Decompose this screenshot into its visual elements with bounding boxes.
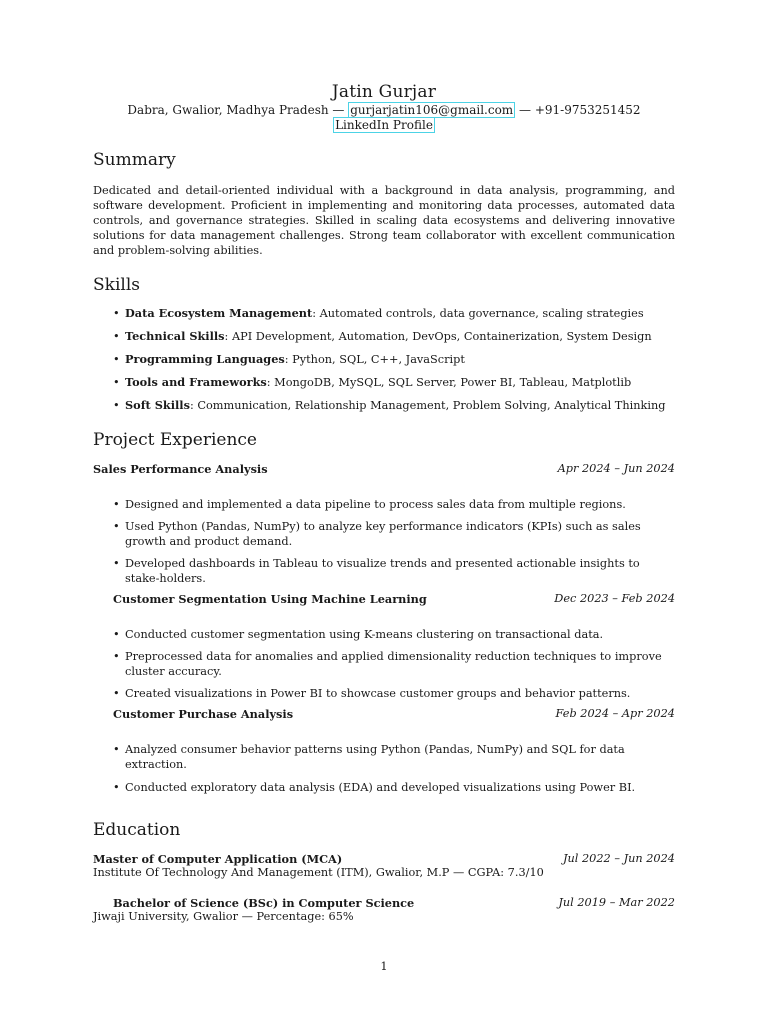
skill-item	[113, 375, 675, 390]
project-date: Dec 2023 – Feb 2024	[554, 592, 675, 605]
education-date: Jul 2022 – Jun 2024	[562, 852, 675, 865]
bullet-icon: •	[113, 743, 120, 756]
bullet-text: Designed and implemented a data pipeline to process sales data from multiple regions.	[125, 498, 626, 511]
skill-label: Data Ecosystem Management	[125, 306, 313, 320]
skill-value: : Communication, Relationship Management, Problem Solving, Analytical Thinking	[189, 399, 666, 412]
list-item	[113, 627, 675, 642]
project-title: Customer Segmentation Using Machine Learning	[113, 592, 427, 606]
skill-item	[113, 398, 675, 413]
projects-heading: Project Experience	[93, 430, 257, 450]
skill-item	[113, 329, 675, 344]
project-bullets	[113, 742, 675, 795]
summary-text: Dedicated and detail-oriented individual with a background in data analysis, programming, and software development. Proficient in implementing and monitoring data processes, automated data controls, and governance strategies. Skilled in scaling data ecosystems and delivering innovative solutions for data management challenges. Strong team collaborator with excellent communication and problem-solving abilities.	[93, 184, 675, 257]
bullet-icon: •	[113, 650, 120, 663]
skill-label: Soft Skills	[125, 398, 190, 412]
project-bullets	[113, 497, 675, 586]
bullet-text: Used Python (Pandas, NumPy) to analyze key performance indicators (KPIs) such as sales growth and product demand.	[125, 520, 641, 548]
list-item	[113, 556, 675, 586]
bullet-icon: •	[113, 376, 120, 389]
linkedin-line	[93, 118, 675, 133]
education-date: Jul 2019 – Mar 2022	[558, 896, 675, 909]
list-item	[113, 649, 675, 679]
skill-value: : MongoDB, MySQL, SQL Server, Power BI, Tableau, Matplotlib	[266, 376, 632, 389]
bullet-text: Conducted exploratory data analysis (EDA) and developed visualizations using Power BI.	[125, 781, 636, 794]
education-degree: Bachelor of Science (BSc) in Computer Science	[113, 896, 415, 910]
bullet-text: Developed dashboards in Tableau to visualize trends and presented actionable insights to stake-holders.	[125, 557, 640, 585]
location: Dabra, Gwalior, Madhya Pradesh	[127, 103, 329, 117]
list-item	[113, 780, 675, 795]
bullet-icon: •	[113, 330, 120, 343]
education-details: Institute Of Technology And Management (ITM), Gwalior, M.P — CGPA: 7.3/10	[93, 866, 544, 879]
skill-value: : Python, SQL, C++, JavaScript	[284, 353, 465, 366]
project-title: Sales Performance Analysis	[93, 462, 268, 476]
separator: —	[515, 103, 535, 117]
bullet-text: Analyzed consumer behavior patterns using Python (Pandas, NumPy) and SQL for data extraction.	[125, 743, 625, 771]
summary-heading: Summary	[93, 150, 176, 170]
skill-label: Technical Skills	[125, 329, 225, 343]
project-title: Customer Purchase Analysis	[113, 707, 294, 721]
project-date: Apr 2024 – Jun 2024	[557, 462, 675, 475]
bullet-icon: •	[113, 498, 120, 511]
skill-item	[113, 306, 675, 321]
skill-label: Programming Languages	[125, 352, 285, 366]
list-item	[113, 686, 675, 701]
list-item	[113, 519, 675, 549]
contact-block	[93, 103, 675, 133]
bullet-text: Created visualizations in Power BI to showcase customer groups and behavior patterns.	[125, 687, 631, 700]
bullet-icon: •	[113, 307, 120, 320]
education-details: Jiwaji University, Gwalior — Percentage: 65%	[93, 910, 354, 923]
project-date: Feb 2024 – Apr 2024	[555, 707, 675, 720]
bullet-icon: •	[113, 628, 120, 641]
list-item	[113, 497, 675, 512]
phone: +91-9753251452	[534, 103, 641, 117]
bullet-icon: •	[113, 520, 120, 533]
bullet-text: Conducted customer segmentation using K-means clustering on transactional data.	[125, 628, 604, 641]
list-item	[113, 742, 675, 772]
skill-label: Tools and Frameworks	[125, 375, 267, 389]
bullet-icon: •	[113, 353, 120, 366]
skill-value: : API Development, Automation, DevOps, Containerization, System Design	[224, 330, 652, 343]
contact-line	[93, 103, 675, 118]
bullet-text: Preprocessed data for anomalies and applied dimensionality reduction techniques to improve cluster accuracy.	[125, 650, 662, 678]
bullet-icon: •	[113, 557, 120, 570]
email-link[interactable]: gurjarjatin106@gmail.com	[350, 103, 514, 117]
linkedin-link[interactable]: LinkedIn Profile	[335, 118, 433, 132]
skills-heading: Skills	[93, 275, 140, 295]
education-heading: Education	[93, 820, 181, 840]
separator: —	[328, 103, 349, 117]
project-bullets	[113, 627, 675, 701]
education-degree: Master of Computer Application (MCA)	[93, 852, 343, 866]
bullet-icon: •	[113, 687, 120, 700]
skill-item	[113, 352, 675, 367]
candidate-name: Jatin Gurjar	[331, 82, 437, 102]
bullet-icon: •	[113, 781, 120, 794]
bullet-icon: •	[113, 399, 120, 412]
page-number: 1	[380, 960, 388, 973]
skill-value: : Automated controls, data governance, scaling strategies	[312, 307, 644, 320]
skills-list	[113, 306, 675, 413]
